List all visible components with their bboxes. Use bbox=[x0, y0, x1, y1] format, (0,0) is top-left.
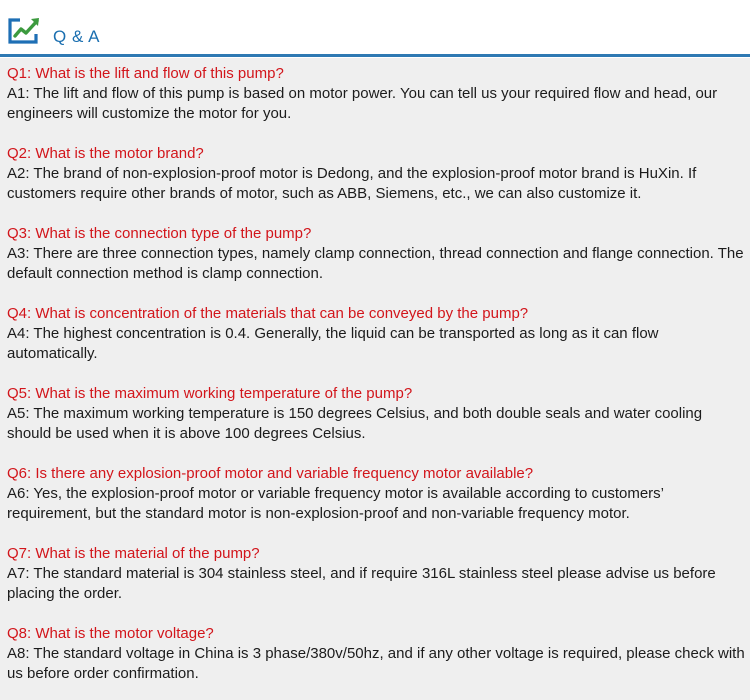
question-1: Q1: What is the lift and flow of this pump? bbox=[7, 65, 284, 82]
qa-item-5 bbox=[7, 384, 745, 444]
question-7: Q7: What is the material of the pump? bbox=[7, 545, 260, 562]
question-3: Q3: What is the connection type of the pump? bbox=[7, 225, 312, 242]
answer-8: A8: The standard voltage in China is 3 phase/380v/50hz, and if any other voltage is required, please check with us before order confirmation. bbox=[7, 645, 745, 682]
question-8: Q8: What is the motor voltage? bbox=[7, 625, 214, 642]
question-5: Q5: What is the maximum working temperature of the pump? bbox=[7, 385, 413, 402]
answer-6: A6: Yes, the explosion-proof motor or variable frequency motor is available according to customers’ requirement, but the standard motor is non-explosion-proof and non-variable frequency motor. bbox=[7, 485, 664, 522]
question-4: Q4: What is concentration of the materials that can be conveyed by the pump? bbox=[7, 305, 529, 322]
qa-item-3 bbox=[7, 224, 745, 284]
qa-item-2 bbox=[7, 144, 745, 204]
answer-3: A3: There are three connection types, namely clamp connection, thread connection and flange connection. The default connection method is clamp connection. bbox=[7, 245, 744, 282]
answer-1: A1: The lift and flow of this pump is based on motor power. You can tell us your required flow and head, our engineers will customize the motor for you. bbox=[7, 85, 718, 122]
page-title: Q & A bbox=[53, 27, 100, 46]
question-2: Q2: What is the motor brand? bbox=[7, 145, 204, 162]
qa-item-1 bbox=[7, 64, 745, 124]
qa-item-7 bbox=[7, 544, 745, 604]
question-6: Q6: Is there any explosion-proof motor and variable frequency motor available? bbox=[7, 465, 534, 482]
qa-item-4 bbox=[7, 304, 745, 364]
qa-item-8 bbox=[7, 624, 745, 684]
qa-item-6 bbox=[7, 464, 745, 524]
answer-4: A4: The highest concentration is 0.4. Generally, the liquid can be transported as long as it can flow automatically. bbox=[7, 325, 659, 362]
qa-header bbox=[0, 0, 750, 58]
answer-7: A7: The standard material is 304 stainless steel, and if require 316L stainless steel please advise us before placing the order. bbox=[7, 565, 716, 602]
qa-list bbox=[0, 58, 750, 700]
check-chart-icon bbox=[6, 14, 42, 48]
answer-5: A5: The maximum working temperature is 150 degrees Celsius, and both double seals and water cooling should be used when it is above 100 degrees Celsius. bbox=[7, 405, 703, 442]
answer-2: A2: The brand of non-explosion-proof motor is Dedong, and the explosion-proof motor brand is HuXin. If customers require other brands of motor, such as ABB, Siemens, etc., we can also customize it. bbox=[7, 165, 697, 202]
header-divider bbox=[0, 54, 750, 57]
